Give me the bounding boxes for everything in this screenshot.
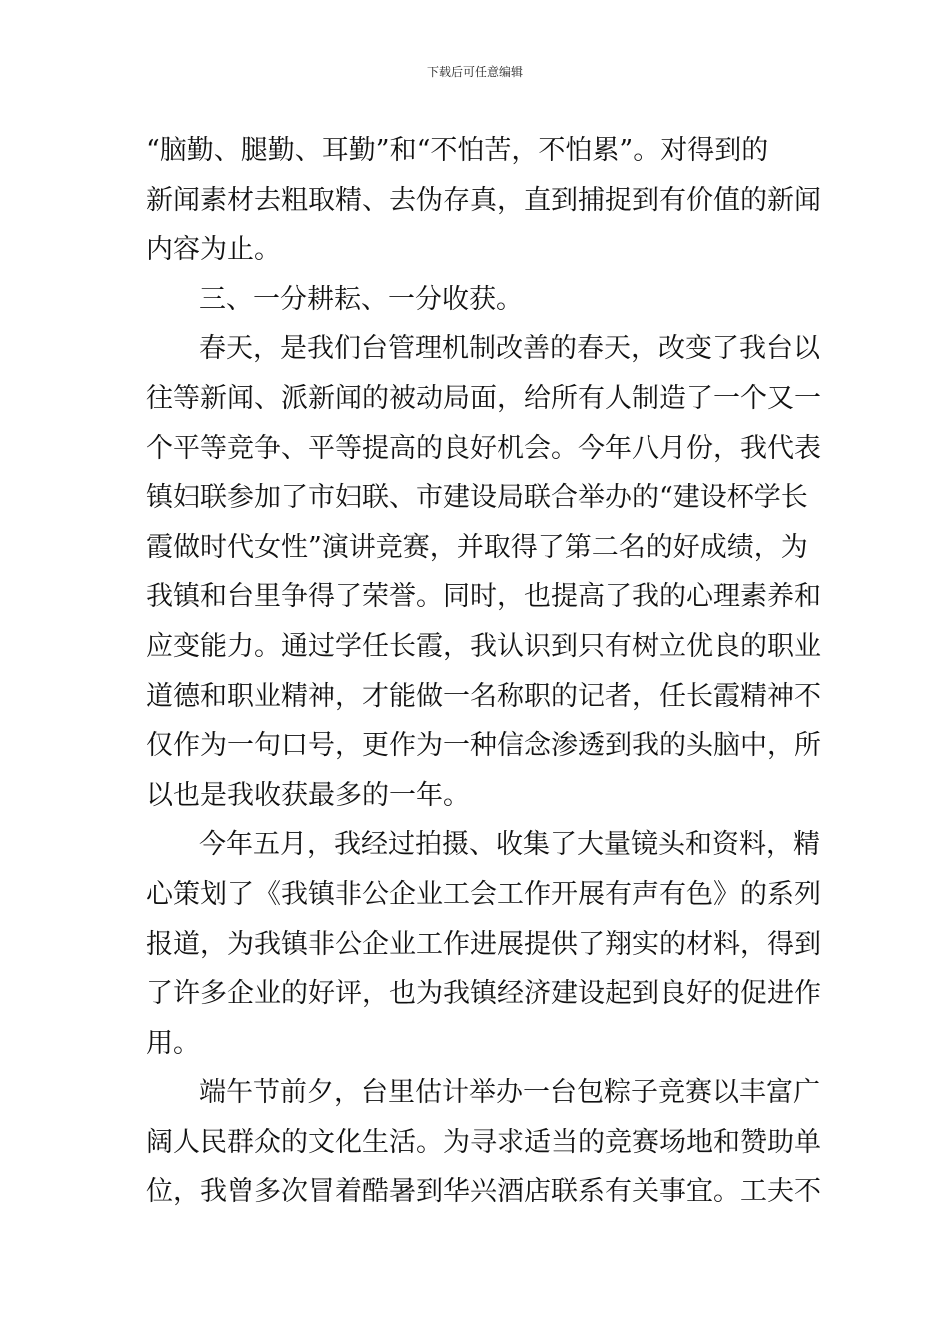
text-line: 了许多企业的好评，也为我镇经济建设起到良好的促进作 bbox=[146, 978, 821, 1010]
text-line: 往等新闻、派新闻的被动局面，给所有人制造了一个又一 bbox=[146, 382, 821, 414]
text-line: 以也是我收获最多的一年。 bbox=[146, 779, 470, 811]
text-line: 仅作为一句口号，更作为一种信念渗透到我的头脑中，所 bbox=[146, 730, 821, 762]
text-line: 个平等竞争、平等提高的良好机会。今年八月份，我代表 bbox=[146, 432, 821, 464]
text-line: 道德和职业精神，才能做一名称职的记者，任长霞精神不 bbox=[146, 680, 821, 712]
text-line: 镇妇联参加了市妇联、市建设局联合举办的“建设杯学长 bbox=[146, 482, 808, 514]
text-line: 心策划了《我镇非公企业工会工作开展有声有色》的系列 bbox=[146, 878, 821, 910]
text-line: 新闻素材去粗取精、去伪存真，直到捕捉到有价值的新闻 bbox=[146, 184, 821, 216]
text-line: 位，我曾多次冒着酷暑到华兴酒店联系有关事宜。工夫不 bbox=[146, 1176, 821, 1208]
text-line: 我镇和台里争得了荣誉。同时，也提高了我的心理素养和 bbox=[146, 581, 821, 613]
text-line: “脑勤、腿勤、耳勤”和“不怕苦，不怕累”。对得到的 bbox=[146, 135, 769, 166]
text-line: 报道，为我镇非公企业工作进展提供了翔实的材料，得到 bbox=[146, 928, 821, 960]
text-line: 应变能力。通过学任长霞，我认识到只有树立优良的职业 bbox=[146, 630, 821, 662]
paragraph-start-line: 春天，是我们台管理机制改善的春天，改变了我台以 bbox=[199, 333, 820, 365]
text-line: 阔人民群众的文化生活。为寻求适当的竞赛场地和赞助单 bbox=[146, 1126, 821, 1158]
section-heading: 三、一分耕耘、一分收获。 bbox=[199, 283, 523, 315]
page-header: 下载后可任意编辑 bbox=[426, 65, 523, 79]
text-line: 用。 bbox=[146, 1027, 200, 1059]
text-line: 霞做时代女性”演讲竞赛，并取得了第二名的好成绩，为 bbox=[146, 531, 808, 563]
paragraph-start-line: 今年五月，我经过拍摄、收集了大量镜头和资料，精 bbox=[199, 829, 820, 861]
document-body bbox=[146, 126, 821, 1217]
paragraph-start-line: 端午节前夕，台里估计举办一台包粽子竞赛以丰富广 bbox=[199, 1077, 820, 1109]
text-line: 内容为止。 bbox=[146, 234, 281, 266]
